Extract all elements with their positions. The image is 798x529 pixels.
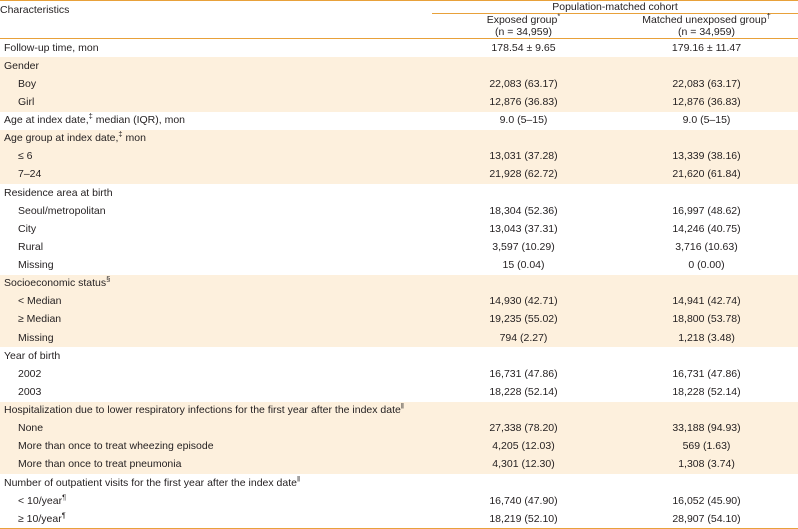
row-label-text: Number of outpatient visits for the first year after the index date [4, 476, 297, 489]
row-label-text: Follow-up time, mon [4, 41, 99, 54]
row-label [0, 220, 432, 238]
cell-exposed: 16,740 (47.90) [489, 494, 558, 507]
row-label-text-cont: mon [122, 132, 146, 145]
cell-unexposed [615, 402, 798, 420]
table-row [0, 420, 798, 438]
row-label-text: < 10/year [18, 494, 63, 507]
row-label [0, 148, 432, 166]
cell-exposed: 18,219 (52.10) [432, 510, 615, 529]
row-label-text: ≥ 10/year [18, 512, 62, 525]
table-row [0, 238, 798, 256]
table-row [0, 166, 798, 184]
footnote-marker: ¶ [62, 492, 67, 502]
table-row [0, 220, 798, 238]
cell-unexposed: 569 (1.63) [682, 440, 731, 453]
row-label-text: Gender [4, 59, 40, 72]
table-row [0, 329, 798, 347]
row-label-text: Age at index date, [4, 114, 89, 126]
cell-unexposed: 21,620 (61.84) [672, 168, 741, 181]
row-label [0, 130, 432, 148]
row-label-text: 7–24 [18, 168, 42, 181]
cell-unexposed: 0 (0.00) [688, 259, 725, 271]
table-row [0, 402, 798, 420]
row-label [0, 456, 432, 474]
cell-unexposed [615, 57, 798, 75]
table-row [0, 148, 798, 166]
table-row [0, 112, 798, 130]
header-col2-n: (n = 34,959) [678, 26, 735, 38]
table-row [0, 184, 798, 202]
cell-unexposed: 179.16 ± 11.47 [671, 41, 742, 54]
cell-exposed [432, 57, 615, 75]
cell-exposed: 16,731 (47.86) [489, 367, 558, 380]
row-label-text: Year of birth [4, 349, 61, 362]
header-characteristics: Characteristics [0, 4, 70, 16]
row-label-text: Missing [18, 259, 54, 271]
cell-exposed: 178.54 ± 9.65 [491, 41, 556, 54]
row-label-text: Socioeconomic status [4, 277, 107, 290]
cell-exposed: 14,930 (42.71) [489, 295, 558, 308]
table-row [0, 39, 798, 58]
table-row [0, 257, 798, 275]
footnote-marker-2: † [766, 11, 771, 21]
cell-exposed [432, 275, 615, 293]
cell-exposed: 21,928 (62.72) [489, 168, 558, 181]
cell-unexposed: 13,339 (38.16) [672, 150, 741, 163]
row-label [0, 438, 432, 456]
cell-exposed [432, 184, 615, 202]
row-label [0, 75, 432, 93]
footnote-marker: ‡ [88, 111, 93, 121]
cell-exposed: 27,338 (78.20) [489, 422, 558, 435]
row-label-text: ≤ 6 [18, 150, 33, 163]
cell-unexposed: 33,188 (94.93) [672, 422, 741, 435]
row-label-text: Boy [18, 77, 37, 90]
footnote-marker-1: * [557, 11, 561, 21]
row-label-text: < Median [18, 295, 62, 308]
header-group: Population-matched cohort [432, 1, 798, 14]
cell-unexposed [615, 130, 798, 148]
cell-exposed: 12,876 (36.83) [489, 95, 558, 108]
cell-unexposed: 9.0 (5–15) [682, 114, 731, 126]
table-row [0, 492, 798, 510]
row-label [0, 311, 432, 329]
cell-exposed: 18,304 (52.36) [489, 204, 558, 217]
header-col1-n: (n = 34,959) [495, 26, 552, 38]
cell-exposed: 4,301 (12.30) [492, 458, 555, 471]
row-label [0, 510, 432, 529]
row-label [0, 166, 432, 184]
row-label [0, 202, 432, 220]
row-label-text: More than once to treat wheezing episode [18, 440, 214, 453]
cell-exposed: 9.0 (5–15) [499, 114, 548, 126]
cell-exposed: 22,083 (63.17) [489, 77, 558, 90]
row-label-text: None [18, 422, 44, 435]
table-row [0, 202, 798, 220]
cell-unexposed: 16,997 (48.62) [672, 204, 741, 217]
row-label-text: ≥ Median [18, 313, 62, 326]
row-label [0, 93, 432, 111]
cell-exposed: 19,235 (55.02) [489, 313, 558, 326]
row-label-text: City [18, 222, 37, 235]
table-row [0, 474, 798, 492]
row-label [0, 275, 432, 293]
footnote-marker: ¶ [61, 510, 66, 520]
table-row [0, 510, 798, 529]
cell-unexposed: 14,246 (40.75) [672, 222, 741, 235]
cell-unexposed: 3,716 (10.63) [675, 240, 738, 253]
cell-exposed: 794 (2.27) [499, 331, 548, 344]
cell-exposed [432, 474, 615, 492]
cell-unexposed [615, 474, 798, 492]
row-label [0, 293, 432, 311]
cell-exposed: 13,031 (37.28) [489, 150, 558, 163]
footnote-marker: ‡ [118, 129, 123, 139]
table-row [0, 438, 798, 456]
table-body [0, 39, 798, 529]
row-label-text: Girl [18, 95, 35, 108]
row-label-text: Age group at index date, [4, 132, 119, 145]
row-label [0, 492, 432, 510]
footnote-marker: ‖ [296, 474, 301, 483]
cell-unexposed [615, 184, 798, 202]
row-label-text: Missing [18, 331, 54, 344]
row-label [0, 39, 432, 58]
table-row [0, 347, 798, 365]
cell-exposed: 15 (0.04) [502, 259, 545, 271]
row-label-text: 2002 [18, 367, 42, 380]
header-col2-name: Matched unexposed group† [642, 11, 771, 26]
footnote-marker: § [106, 274, 111, 284]
cell-unexposed: 18,800 (53.78) [672, 313, 741, 326]
row-label [0, 402, 432, 420]
row-label-text: 2003 [18, 385, 42, 398]
row-label [0, 112, 432, 130]
table-row [0, 275, 798, 293]
table-row [0, 57, 798, 75]
row-label-text: Residence area at birth [4, 186, 113, 199]
cell-exposed: 13,043 (37.31) [489, 222, 558, 235]
cell-unexposed: 22,083 (63.17) [672, 77, 741, 90]
cell-unexposed: 28,907 (54.10) [615, 510, 798, 529]
row-label [0, 57, 432, 75]
cell-unexposed: 1,218 (3.48) [678, 331, 735, 344]
cell-exposed [432, 402, 615, 420]
row-label [0, 184, 432, 202]
cell-exposed [432, 347, 615, 365]
row-label [0, 365, 432, 383]
cell-exposed: 18,228 (52.14) [489, 385, 558, 398]
row-label-text: Hospitalization due to lower respiratory infections for the first year after the index date [4, 404, 401, 416]
cell-unexposed [615, 275, 798, 293]
table-row [0, 311, 798, 329]
row-label [0, 329, 432, 347]
row-label [0, 474, 432, 492]
row-label-text-cont: median (IQR), mon [92, 114, 186, 126]
cell-exposed [432, 130, 615, 148]
cell-unexposed: 12,876 (36.83) [672, 95, 741, 108]
row-label [0, 238, 432, 256]
table-row [0, 130, 798, 148]
cell-exposed: 4,205 (12.03) [492, 440, 555, 453]
row-label-text: More than once to treat pneumonia [18, 458, 182, 471]
row-label [0, 257, 432, 275]
row-label [0, 347, 432, 365]
cell-unexposed: 1,308 (3.74) [678, 458, 735, 471]
cell-unexposed: 18,228 (52.14) [672, 385, 741, 398]
table-header-top [0, 1, 798, 14]
cell-unexposed [615, 347, 798, 365]
row-label-text: Seoul/metropolitan [18, 204, 106, 217]
header-col1-name: Exposed group* [486, 11, 561, 26]
table-row [0, 383, 798, 401]
table-row [0, 456, 798, 474]
table-row [0, 93, 798, 111]
table-row [0, 75, 798, 93]
row-label [0, 383, 432, 401]
cell-unexposed: 16,731 (47.86) [672, 367, 741, 380]
table-row [0, 293, 798, 311]
cell-exposed: 3,597 (10.29) [492, 240, 555, 253]
row-label [0, 420, 432, 438]
cell-unexposed: 16,052 (45.90) [672, 494, 741, 507]
table-row [0, 365, 798, 383]
footnote-marker: ‖ [400, 401, 404, 411]
cell-unexposed: 14,941 (42.74) [672, 295, 741, 308]
row-label-text: Rural [18, 240, 44, 253]
